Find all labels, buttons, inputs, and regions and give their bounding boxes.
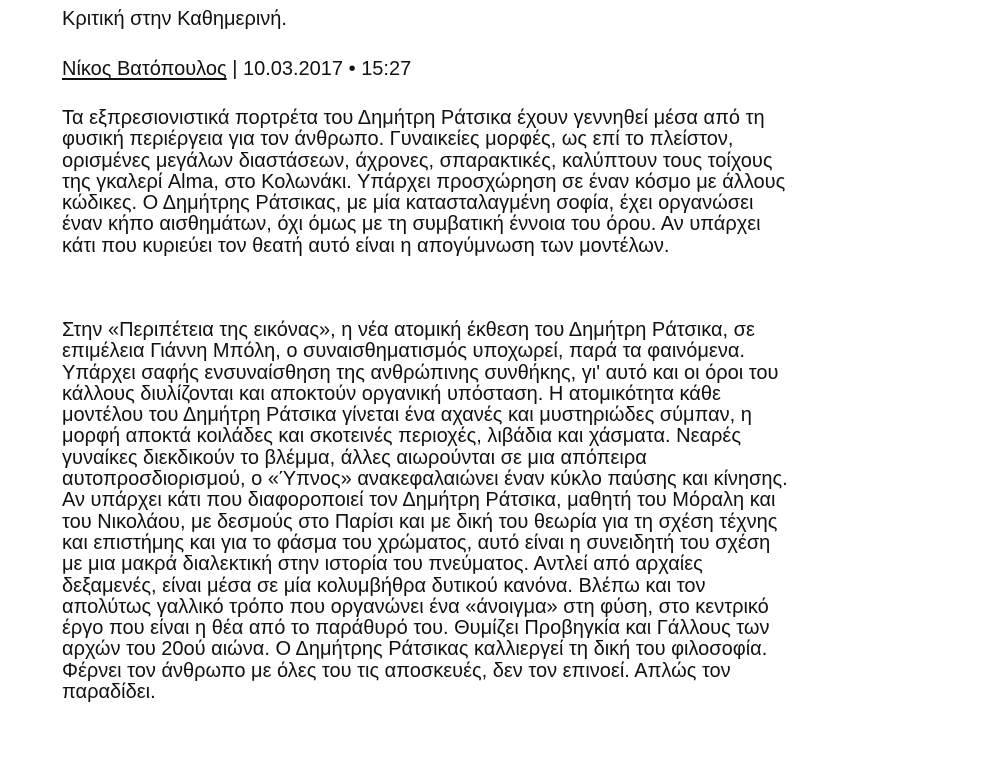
paragraph-line: κώδικες. Ο Δημήτρης Ράτσικας, με μία κατασταλαγμένη σοφία, έχει οργανώσει (62, 192, 754, 215)
paragraph-line: του Νικολάου, με δεσμούς στο Παρίσι και με δική του θεωρία για τη σχέση τέχνης (62, 510, 778, 533)
paragraph-line: κάτι που κυριεύει τον θεατή αυτό είναι η απογύμνωση των μοντέλων. (62, 234, 670, 257)
paragraph-line: Φέρνει τον άνθρωπο με όλες του τις αποσκευές, δεν τον επινοεί. Απλώς τον (62, 659, 731, 682)
paragraph-line: κάλλους διυλίζονται και αποκτούν οργανική υπόσταση. Η ατομικότητα κάθε (62, 382, 721, 405)
paragraph-line: γυναίκες διεκδικούν το βλέμμα, άλλες αιωρούνται σε μια απόπειρα (62, 446, 647, 469)
paragraph-line: με μια μακρά διαλεκτική στην ιστορία του πνεύματος. Αντλεί από αρχαίες (62, 553, 703, 576)
article-paragraph (62, 108, 785, 257)
paragraph-line: επιμέλεια Γιάννη Μπόλη, ο συναισθηματισμός υποχωρεί, παρά τα φαινόμενα. (62, 340, 745, 363)
article-intro: Κριτική στην Καθημερινή. (62, 8, 287, 30)
paragraph-line: μοντέλου του Δημήτρη Ράτσικα γίνεται ένα αχανές και μυστηριώδες σύμπαν, η (62, 404, 752, 427)
paragraph-line: Στην «Περιπέτεια της εικόνας», η νέα ατομική έκθεση του Δημήτρη Ράτσικα, σε (62, 319, 755, 341)
byline-bullet: • (343, 58, 362, 80)
publish-time: 15:27 (361, 58, 412, 80)
paragraph-line: ορισμένες μεγάλων διαστάσεων, άχρονες, σπαρακτικές, καλύπτουν τους τοίχους (62, 149, 773, 172)
paragraph-line: δεξαμενές, είναι μέσα σε μία κολυμβήθρα δυτικού κανόνα. Βλέπω και τον (62, 574, 706, 597)
paragraph-line: Υπάρχει σαφής ενσυναίσθηση της ανθρώπινης συνθήκης, γι' αυτό και οι όροι του (62, 361, 779, 384)
paragraph-line: Τα εξπρεσιονιστικά πορτρέτα του Δημήτρη Ράτσικα έχουν γεννηθεί μέσα από τη (62, 107, 765, 129)
paragraph-line: παραδίδει. (62, 681, 156, 704)
paragraph-line: αρχών του 20ού αιώνα. Ο Δημήτρης Ράτσικας καλλιεργεί τη δική του φιλοσοφία. (62, 638, 768, 661)
paragraph-line: της γκαλερί Alma, στο Κολωνάκι. Υπάρχει προσχώρηση σε έναν κόσμο με άλλους (62, 170, 786, 193)
paragraph-line: αυτοπροσδιορισμού, ο «Ύπνος» ανακεφαλαιώνει έναν κύκλο παύσης και κίνησης. (62, 468, 788, 491)
paragraph-line: Αν υπάρχει κάτι που διαφοροποιεί τον Δημήτρη Ράτσικα, μαθητή του Μόραλη και (62, 489, 776, 512)
byline-separator: | (226, 58, 243, 80)
paragraph-line: έργο που είναι η θέα από το παράθυρό του. Θυμίζει Προβηγκία και Γάλλους των (62, 617, 770, 640)
publish-date: 10.03.2017 (242, 58, 344, 80)
author-link[interactable]: Νίκος Βατόπουλος (62, 58, 227, 80)
byline (62, 59, 411, 80)
paragraph-line: έναν κήπο αισθημάτων, όχι όμως με τη συμβατική έννοια του όρου. Αν υπάρχει (62, 213, 761, 236)
paragraph-line: απολύτως γαλλικό τρόπο που οργανώνει ένα «άνοιγμα» στη φύση, στο κεντρικό (62, 595, 769, 618)
paragraph-line: και επιστήμης και για το φάσμα του χρώματος, αυτό είναι η συνειδητή του σχέση (62, 531, 771, 554)
paragraph-line: μορφή αποκτά κοιλάδες και σκοτεινές περιοχές, λιβάδια και χάσματα. Νεαρές (62, 425, 741, 448)
article-paragraph (62, 320, 788, 703)
paragraph-line: φυσική περιέργεια για τον άνθρωπο. Γυναικείες μορφές, ως επί το πλείστον, (62, 128, 734, 151)
